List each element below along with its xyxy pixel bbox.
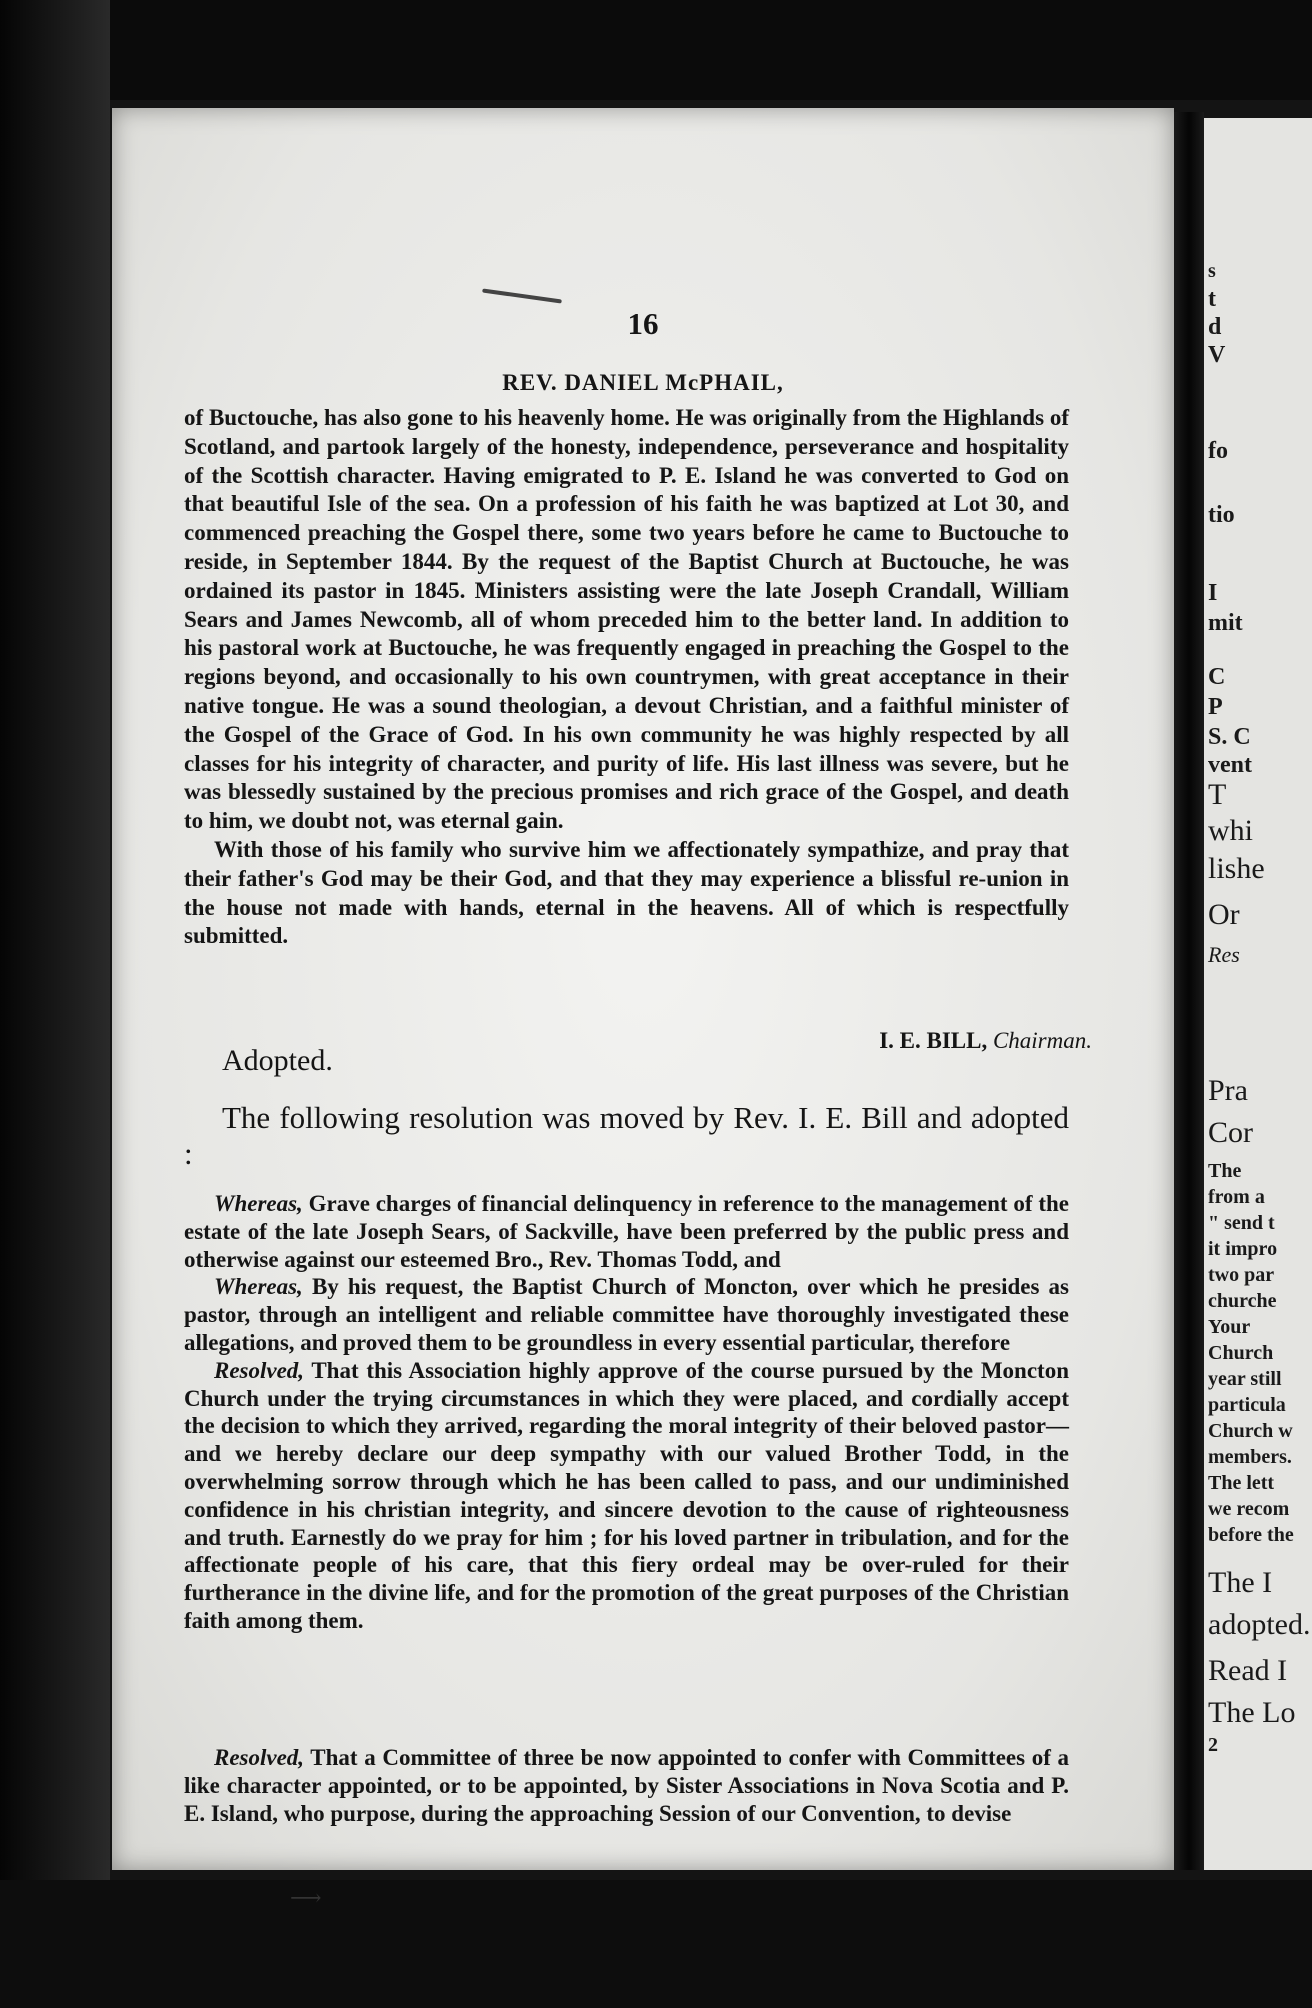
paragraph-body: That a Committee of three be now appointed to confer with Committees of a like character appointed, or to be appointed, by Sister Associations in Nova Scotia and P. E. Island, who purpose, during the approaching Session of our Convention, to devise: [184, 1745, 1069, 1826]
facing-page-fragment: [1204, 118, 1312, 1870]
facing-text-fragment: Cor: [1208, 1116, 1253, 1149]
facing-text-fragment: tio: [1208, 502, 1235, 528]
facing-text-fragment: mit: [1208, 610, 1243, 636]
facing-text-fragment: Read I: [1208, 1654, 1288, 1687]
facing-text-fragment: particula: [1208, 1394, 1286, 1416]
facing-text-fragment: C: [1208, 664, 1226, 690]
scan-top-border: [0, 0, 1312, 100]
facing-text-fragment: year still: [1208, 1368, 1282, 1390]
adopted-note: Adopted.: [222, 1044, 333, 1077]
facing-text-fragment: Church w: [1208, 1420, 1293, 1442]
facing-text-fragment: Res: [1208, 942, 1240, 967]
resolution-paragraph: [184, 1744, 1069, 1828]
facing-text-fragment: I: [1208, 580, 1218, 606]
ink-mark: [482, 288, 562, 303]
facing-text-fragment: The: [1208, 1160, 1242, 1182]
facing-text-fragment: it impro: [1208, 1238, 1278, 1260]
facing-text-fragment: Your: [1208, 1316, 1251, 1338]
facing-text-fragment: S. C: [1208, 724, 1251, 750]
paragraph-body: That this Association highly approve of the course pursued by the Moncton Church under the trying circumstances in which they were placed, and cordially accept the decision to which they arrived, regarding the moral integrity of their beloved pastor—and we hereby declare our deep sympathy with our valued Brother Todd, in the overwhelming sorrow through which he has been called to pass, and our undiminished confidence in his christian integrity, and sincere devotion to the cause of righteousness and truth. Earnestly do we pray for him ; for his loved partner in tribulation, and for the affectionate people of his care, that this fiery ordeal may be over-ruled for their furtherance in the divine life, and for the promotion of the great purposes of the Christian faith among them.: [184, 1357, 1069, 1633]
facing-text-fragment: The lett: [1208, 1472, 1275, 1494]
facing-text-fragment: 2: [1208, 1734, 1218, 1756]
facing-text-fragment: d: [1208, 314, 1222, 340]
resolution-paragraph: [184, 1190, 1069, 1273]
resolution-text: [184, 1190, 1069, 1635]
paragraph-lead: Whereas,: [214, 1191, 303, 1216]
facing-text-fragment: before the: [1208, 1524, 1294, 1546]
facing-text-fragment: members.: [1208, 1446, 1292, 1468]
facing-text-fragment: s: [1208, 260, 1216, 282]
facing-text-fragment: whi: [1208, 814, 1253, 847]
paragraph-lead: Resolved,: [214, 1357, 305, 1383]
paragraph-body: By his request, the Baptist Church of Moncton, over which he presides as pastor, through an intelligent and reliable committee have thoroughly investigated these allegations, and proved them to be groundless in every essential particular, therefore: [184, 1274, 1069, 1355]
facing-text-fragment: we recom: [1208, 1498, 1290, 1520]
signature: [672, 1028, 1092, 1054]
signature-title: Chairman.: [992, 1028, 1092, 1053]
facing-text-fragment: lishe: [1208, 852, 1265, 885]
facing-text-fragment: The I: [1208, 1566, 1273, 1599]
facing-text-fragment: two par: [1208, 1264, 1275, 1286]
paragraph-lead: Resolved,: [214, 1745, 305, 1770]
committee-resolution: [184, 1744, 1069, 1828]
paragraph-lead: Whereas,: [214, 1274, 303, 1300]
left-page: [112, 108, 1174, 1910]
facing-text-fragment: Or: [1208, 898, 1240, 931]
facing-text-fragment: adopted.: [1208, 1608, 1311, 1641]
facing-text-fragment: P: [1208, 694, 1223, 720]
facing-text-fragment: fo: [1208, 438, 1228, 464]
obituary-paragraph: of Buctouche, has also gone to his heavenly home. He was originally from the Highlands of Scotland, and partook largely of the honesty, independence, perseverance and hospitality of the Scottish character. Having emigrated to P. E. Island he was converted to God on that beautiful Isle of the sea. On a profession of his faith he was baptized at Lot 30, and commenced preaching the Gospel there, some two years before he came to Buctouche to reside, in September 1844. By the request of the Baptist Church at Buctouche, he was ordained its pastor in 1845. Ministers assisting were the late Joseph Crandall, William Sears and James Newcomb, all of whom preceded him to the better land. In addition to his pastoral work at Buctouche, he was frequently engaged in preaching the Gospel to the regions beyond, and occasionally to his own countrymen, with great acceptance in their native tongue. He was a sound theologian, a devout Christian, and a faithful minister of the Gospel of the Grace of God. In his own community he was highly respected by all classes for his integrity of character, and purity of life. His last illness was severe, but he was blessedly sustained by the precious promises and rich grace of the Gospel, and death to him, we doubt not, was eternal gain.: [184, 405, 1069, 834]
facing-text-fragment: T: [1208, 778, 1227, 811]
resolution-intro: [184, 1100, 1069, 1172]
obituary-heading: REV. DANIEL McPHAIL,: [502, 370, 784, 395]
facing-text-fragment: t: [1208, 286, 1216, 312]
scan-bottom-border: [0, 1880, 1312, 2008]
obituary-text: [184, 404, 1069, 951]
facing-text-fragment: vent: [1208, 752, 1252, 778]
facing-text-fragment: " send t: [1208, 1212, 1275, 1234]
page-number: 16: [627, 306, 659, 341]
resolution-intro-text: The following resolution was moved by Rev. I. E. Bill and adopted :: [184, 1100, 1069, 1171]
facing-text-fragment: churche: [1208, 1290, 1277, 1312]
resolution-paragraph: [184, 1357, 1069, 1635]
signature-name: I. E. BILL,: [879, 1028, 988, 1053]
resolution-paragraph: [184, 1273, 1069, 1356]
facing-text-fragment: from a: [1208, 1186, 1265, 1208]
facing-text-fragment: Pra: [1208, 1074, 1248, 1107]
facing-text-fragment: Church: [1208, 1342, 1274, 1364]
facing-text-fragment: The Lo: [1208, 1696, 1296, 1729]
facing-text-fragment: V: [1208, 342, 1226, 368]
book-spine-shadow: [0, 0, 110, 2008]
book-gutter: [1174, 112, 1204, 1870]
obituary-paragraph: With those of his family who survive him we affectionately sympathize, and pray that their father's God may be their God, and that they may experience a blissful re-union in the house not made with hands, eternal in the heavens. All of which is respectfully submitted.: [184, 836, 1069, 949]
ink-arrow-mark: ⟶: [290, 1885, 322, 1910]
paragraph-body: Grave charges of financial delinquency in reference to the management of the estate of the late Joseph Sears, of Sackville, have been preferred by the public press and otherwise against our esteemed Bro., Rev. Thomas Todd, and: [184, 1191, 1069, 1272]
